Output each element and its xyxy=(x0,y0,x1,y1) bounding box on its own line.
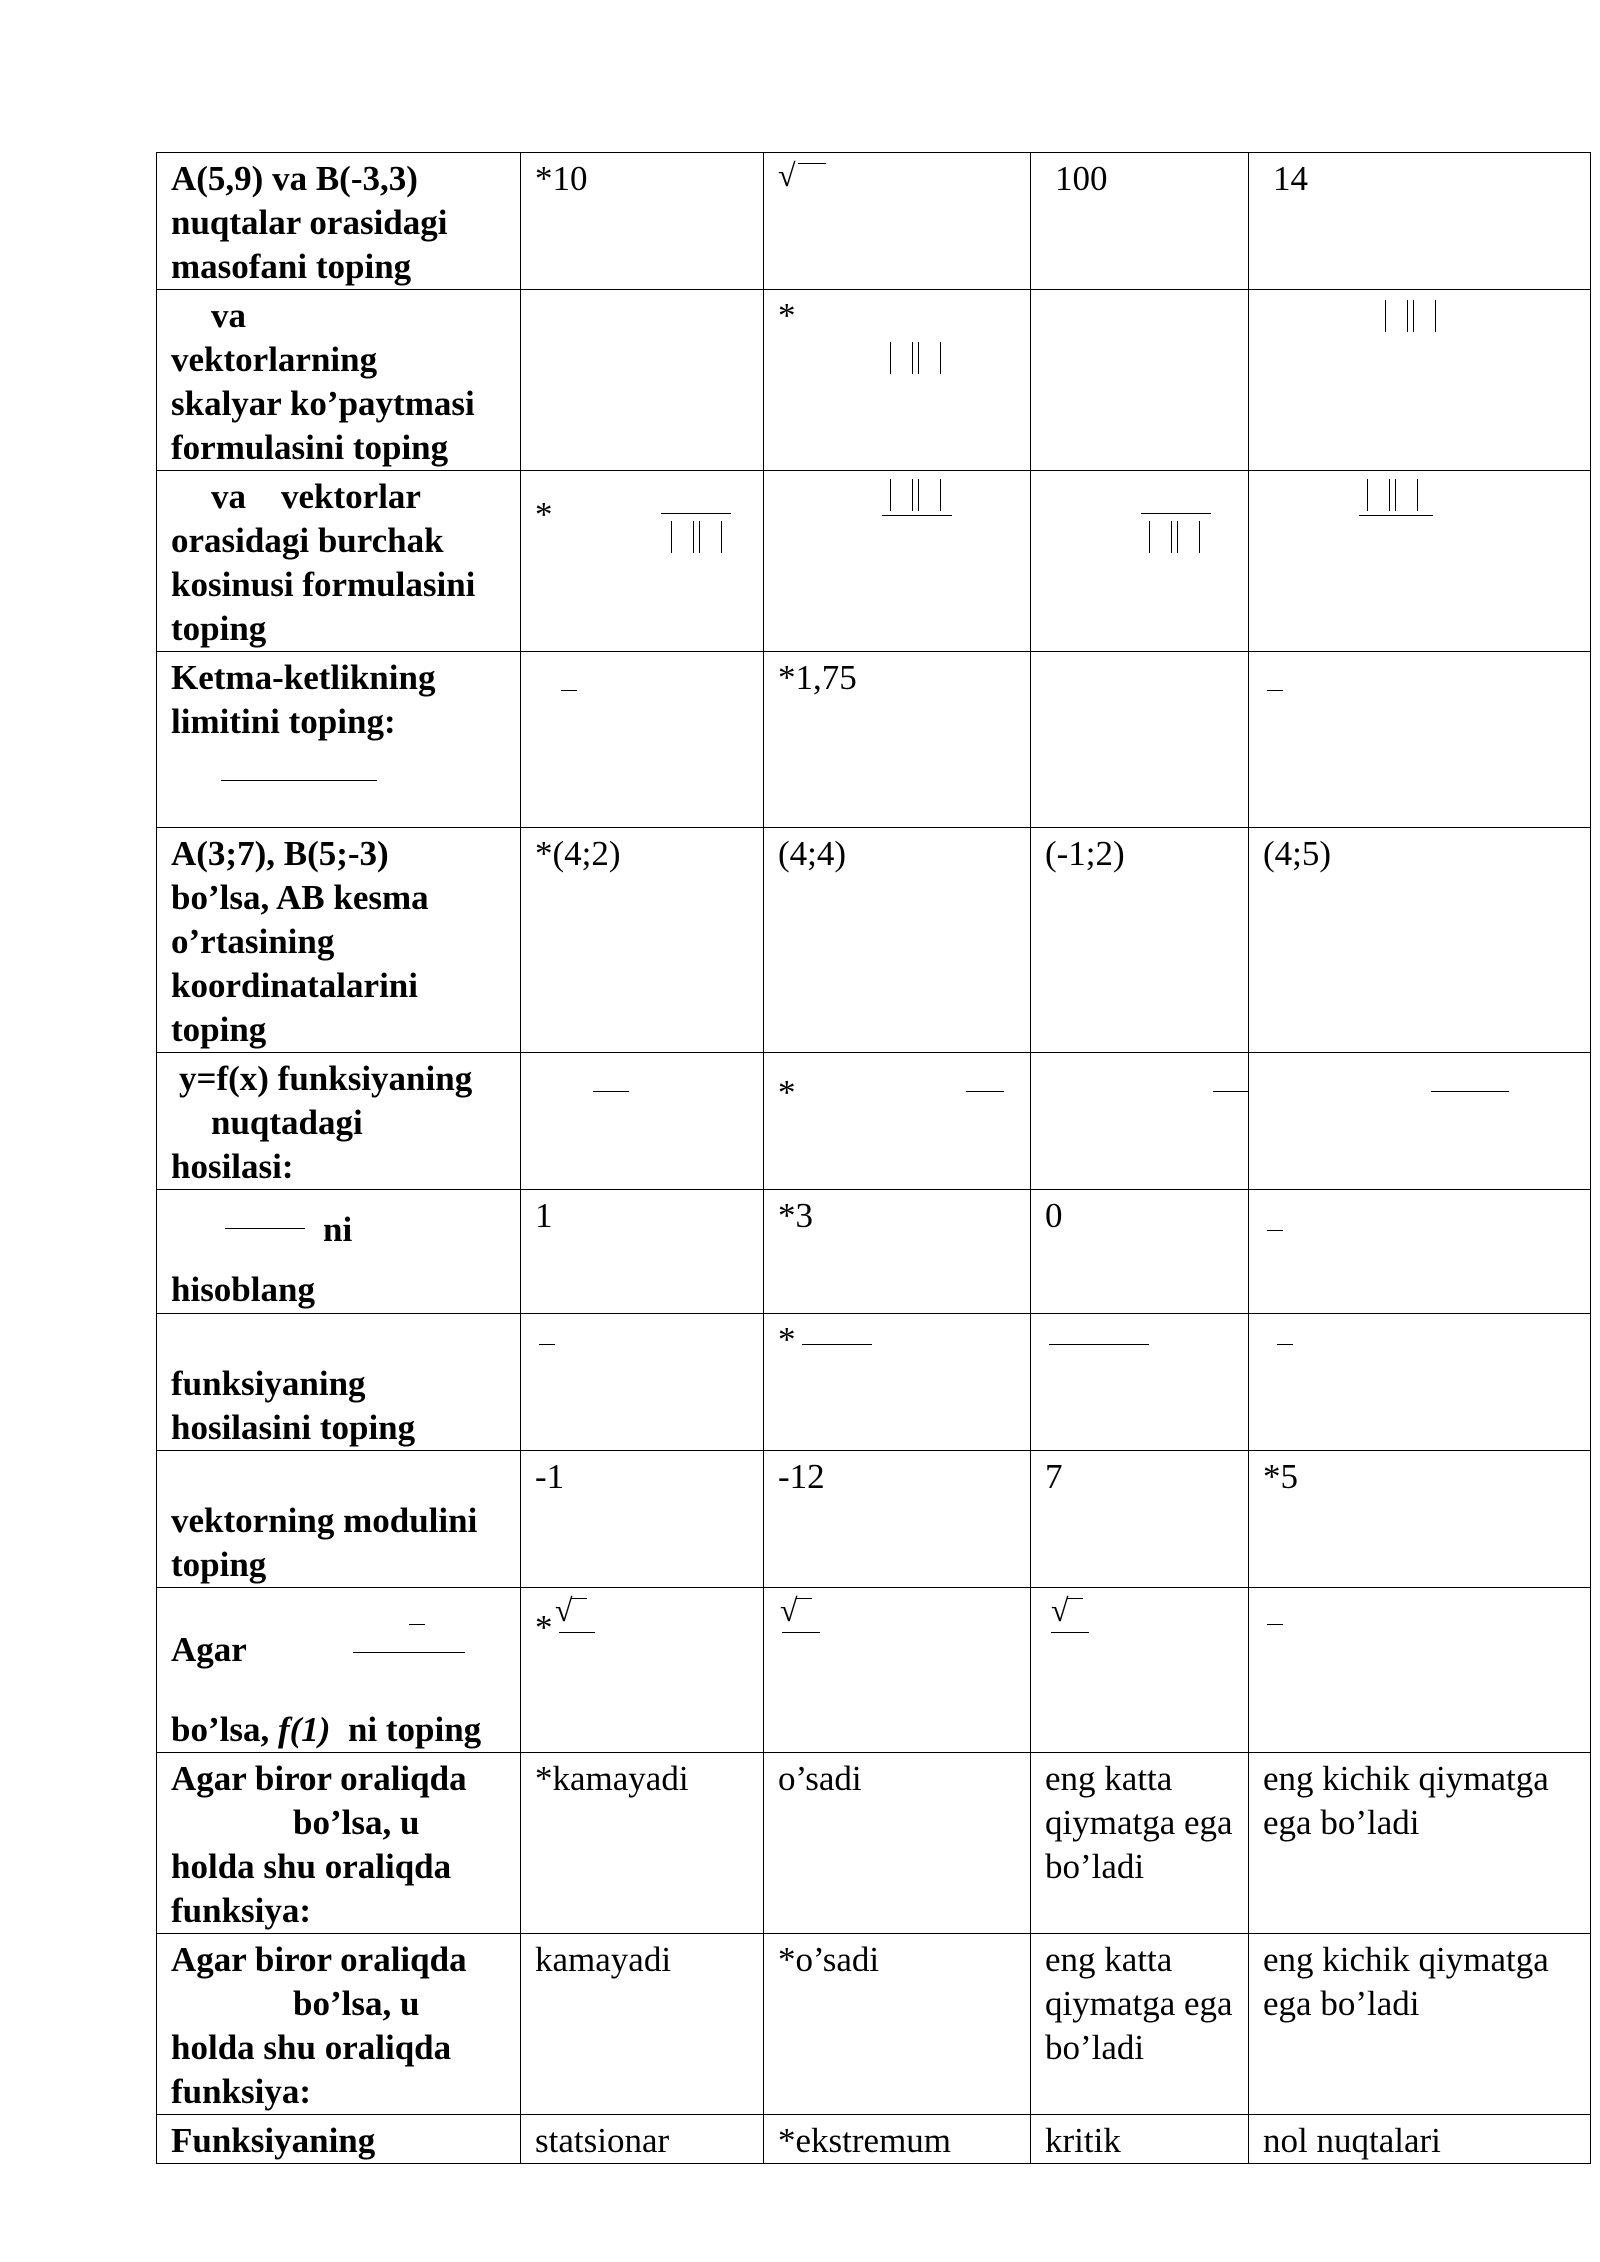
answer-cell: *10 xyxy=(521,153,764,290)
answer-cell: (-1;2) xyxy=(1031,828,1249,1053)
answer-cell: *kamayadi xyxy=(521,1753,764,1934)
answer-cell: eng katta qiymatga ega bo’ladi xyxy=(1031,1753,1249,1934)
fraction-bar xyxy=(661,513,731,514)
question-cell: funksiyaning hosilasini toping xyxy=(157,1314,521,1451)
answer-cell: *1,75 xyxy=(764,652,1031,828)
answer-cell xyxy=(521,652,764,828)
fraction-bar xyxy=(966,1091,1004,1092)
answer-cell xyxy=(1249,652,1591,828)
question-cell: Agar bo’lsa, f(1) ni toping xyxy=(157,1588,521,1753)
fraction-bar xyxy=(1141,513,1211,514)
fraction-bar xyxy=(225,1228,305,1229)
fraction-bar xyxy=(539,1344,555,1345)
fraction-bar xyxy=(1267,690,1283,691)
abs-bar xyxy=(1177,521,1178,553)
sqrt-symbol: √ xyxy=(555,1592,573,1628)
sqrt-bar xyxy=(1067,1598,1083,1599)
fraction-bar xyxy=(882,515,952,516)
table-row xyxy=(157,1314,1591,1451)
abs-bar xyxy=(1395,479,1396,511)
answer-cell xyxy=(1031,1053,1249,1190)
table-row xyxy=(157,828,1591,1053)
abs-bar xyxy=(1385,300,1386,332)
answer-cell: 100 xyxy=(1031,153,1249,290)
table-row xyxy=(157,290,1591,471)
fraction-bar xyxy=(802,1344,872,1345)
answer-cell: *5 xyxy=(1249,1451,1591,1588)
fraction-bar xyxy=(1267,1624,1283,1625)
abs-bar xyxy=(918,342,919,374)
abs-bar xyxy=(1171,521,1172,553)
question-cell: va vektorlarning skalyar ko’paytmasi formulasini toping xyxy=(157,290,521,471)
answer-cell xyxy=(1031,290,1249,471)
abs-bar xyxy=(1367,479,1368,511)
answer-cell xyxy=(764,471,1031,652)
fraction-bar xyxy=(561,690,577,691)
table-row xyxy=(157,153,1591,290)
question-cell: vektorning modulini toping xyxy=(157,1451,521,1588)
answer-cell: kritik xyxy=(1031,2115,1249,2164)
answer-cell: *o’sadi xyxy=(764,1934,1031,2115)
question-cell: ni hisoblang xyxy=(157,1190,521,1314)
abs-bar xyxy=(1199,521,1200,553)
abs-bar xyxy=(890,342,891,374)
fraction-bar xyxy=(593,1091,629,1092)
answer-cell: *ekstremum xyxy=(764,2115,1031,2164)
abs-bar xyxy=(699,521,700,553)
answer-cell xyxy=(1249,290,1591,471)
answer-cell xyxy=(1031,1588,1249,1753)
answer-cell: eng katta qiymatga ega bo’ladi xyxy=(1031,1934,1249,2115)
fraction-bar xyxy=(1431,1091,1509,1092)
answer-cell xyxy=(1249,1314,1591,1451)
table-row xyxy=(157,2115,1591,2164)
sqrt-symbol: √ xyxy=(778,157,796,193)
table-row xyxy=(157,471,1591,652)
answer-cell xyxy=(521,1053,764,1190)
fraction-bar xyxy=(221,780,377,781)
answer-cell: * xyxy=(764,290,1031,471)
abs-bar xyxy=(1149,521,1150,553)
question-cell: Agar biror oraliqda bo’lsa, u holda shu oraliqda funksiya: xyxy=(157,1753,521,1934)
answer-cell xyxy=(764,153,1031,290)
fraction-bar xyxy=(1267,1230,1283,1231)
answer-cell: 1 xyxy=(521,1190,764,1314)
table-row xyxy=(157,1588,1591,1753)
abs-bar xyxy=(721,521,722,553)
table-row xyxy=(157,1053,1591,1190)
answer-cell: *(4;2) xyxy=(521,828,764,1053)
abs-bar xyxy=(693,521,694,553)
answer-cell: kamayadi xyxy=(521,1934,764,2115)
question-cell: A(3;7), B(5;-3) bo’lsa, AB kesma o’rtasining koordinatalarini toping xyxy=(157,828,521,1053)
abs-bar xyxy=(1417,479,1418,511)
fraction-bar xyxy=(1277,1344,1293,1345)
fraction-bar xyxy=(782,1632,820,1633)
answer-cell: statsionar xyxy=(521,2115,764,2164)
answer-cell: * xyxy=(764,1053,1031,1190)
abs-bar xyxy=(918,479,919,511)
answer-cell: * xyxy=(521,471,764,652)
table-row xyxy=(157,1753,1591,1934)
answer-cell xyxy=(764,1588,1031,1753)
answer-cell: eng kichik qiymatga ega bo’ladi xyxy=(1249,1934,1591,2115)
abs-bar xyxy=(671,521,672,553)
fraction-bar xyxy=(1359,515,1433,516)
question-cell: va vektorlar orasidagi burchak kosinusi formulasini toping xyxy=(157,471,521,652)
table-row xyxy=(157,1190,1591,1314)
answer-cell xyxy=(1249,1190,1591,1314)
answer-cell xyxy=(1249,471,1591,652)
table-row xyxy=(157,1451,1591,1588)
answer-cell: * xyxy=(764,1314,1031,1451)
answer-cell: *3 xyxy=(764,1190,1031,1314)
abs-bar xyxy=(940,342,941,374)
abs-bar xyxy=(940,479,941,511)
answer-cell: nol nuqtalari xyxy=(1249,2115,1591,2164)
abs-bar xyxy=(1413,300,1414,332)
fraction-bar xyxy=(1049,1344,1149,1345)
answer-cell: * √ xyxy=(521,1588,764,1753)
answer-cell: -12 xyxy=(764,1451,1031,1588)
table-row xyxy=(157,652,1591,828)
sqrt-bar xyxy=(571,1598,587,1599)
answer-cell: (4;4) xyxy=(764,828,1031,1053)
answer-cell xyxy=(521,290,764,471)
answer-cell xyxy=(521,1314,764,1451)
answer-cell xyxy=(1031,652,1249,828)
quiz-table xyxy=(156,152,1591,2164)
abs-bar xyxy=(1407,300,1408,332)
answer-cell: o’sadi xyxy=(764,1753,1031,1934)
answer-cell: 14 xyxy=(1249,153,1591,290)
answer-cell xyxy=(1249,1053,1591,1190)
answer-cell xyxy=(1031,1314,1249,1451)
question-cell: Ketma-ketlikning limitini toping: xyxy=(157,652,521,828)
answer-cell: 7 xyxy=(1031,1451,1249,1588)
fraction-bar xyxy=(353,1652,465,1653)
question-cell: Agar biror oraliqda bo’lsa, u holda shu oraliqda funksiya: xyxy=(157,1934,521,2115)
answer-cell: -1 xyxy=(521,1451,764,1588)
sqrt-bar xyxy=(798,163,826,164)
answer-cell xyxy=(1249,1588,1591,1753)
answer-cell: 0 xyxy=(1031,1190,1249,1314)
answer-cell: eng kichik qiymatga ega bo’ladi xyxy=(1249,1753,1591,1934)
fraction-bar xyxy=(1213,1091,1249,1092)
sqrt-symbol: √ xyxy=(1051,1592,1069,1628)
question-cell: Funksiyaning xyxy=(157,2115,521,2164)
abs-bar xyxy=(890,479,891,511)
abs-bar xyxy=(1389,479,1390,511)
question-cell: y=f(x) funksiyaning nuqtadagi hosilasi: xyxy=(157,1053,521,1190)
fraction-bar xyxy=(1051,1632,1089,1633)
table-row xyxy=(157,1934,1591,2115)
answer-cell xyxy=(1031,471,1249,652)
abs-bar xyxy=(912,479,913,511)
fraction-bar xyxy=(559,1632,595,1633)
fraction-bar xyxy=(409,1624,425,1625)
question-cell: A(5,9) va B(-3,3) nuqtalar orasidagi masofani toping xyxy=(157,153,521,290)
answer-cell: (4;5) xyxy=(1249,828,1591,1053)
abs-bar xyxy=(912,342,913,374)
sqrt-symbol: √ xyxy=(780,1592,798,1628)
sqrt-bar xyxy=(796,1598,812,1599)
abs-bar xyxy=(1435,300,1436,332)
